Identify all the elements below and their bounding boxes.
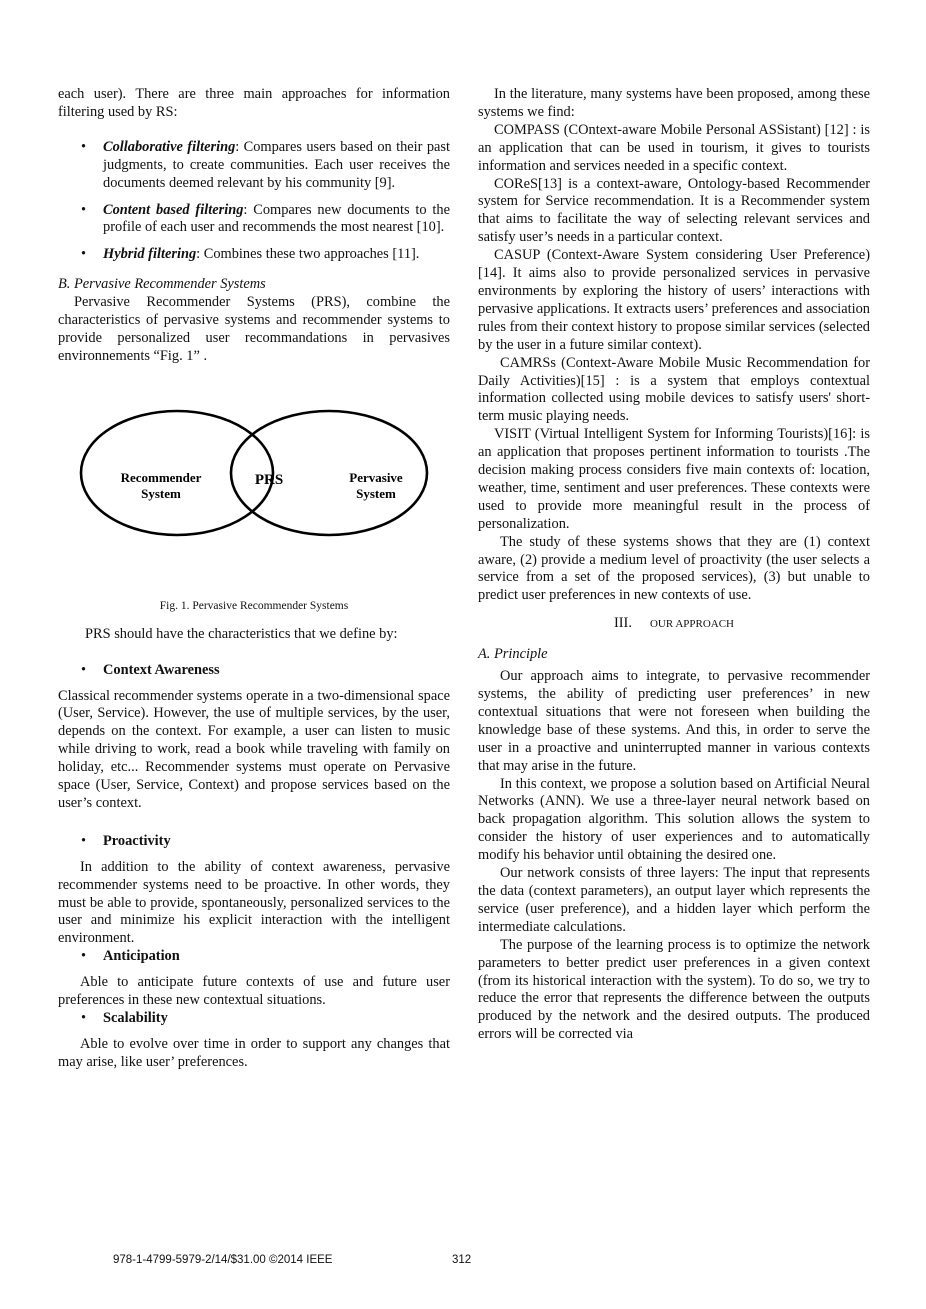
- bullet-term: Hybrid filtering: [103, 246, 197, 263]
- footer-page-number: 312: [452, 1254, 472, 1266]
- literature-paragraph: In the literature, many systems have been proposed, among these systems we find:: [478, 86, 870, 120]
- section-b-heading: B. Pervasive Recommender Systems: [58, 276, 266, 293]
- camrss-paragraph: CAMRSs (Context-Aware Mobile Music Recommendation for Daily Activities)[15] : is a system that employs contextual information collected using mobile devices to satisfy users' short-term music playing needs.: [478, 354, 870, 425]
- bullet-term: Content based filtering: [103, 201, 244, 218]
- label-prs: PRS: [254, 471, 284, 488]
- left-column: [58, 86, 450, 1072]
- bullet-hybrid: • Hybrid filtering: Combines these two approaches [11].: [81, 246, 420, 263]
- intro-paragraph: each user). There are three main approaches for information filtering used by RS:: [58, 86, 450, 120]
- anticipation-text: Able to anticipate future contexts of use and future user preferences in these new contextual situations.: [58, 974, 450, 1009]
- principle-p3: Our network consists of three layers: The input that represents the data (context parameters), an output layer which represents the service (user preference), and a hidden layer which perform the intermediate calculations.: [478, 865, 870, 935]
- section-a-heading: A. Principle: [478, 646, 548, 663]
- figure-caption: Fig. 1. Pervasive Recommender Systems: [159, 599, 349, 612]
- visit-paragraph: VISIT (Virtual Intelligent System for Informing Tourists)[16]: is an application that proposes pertinent information to tourists .The decision making process considers five main contexts of: location, weather, time, sentiment and user preferences. These contexts were used to provide more meaningful result in the process of personalization.: [478, 426, 870, 532]
- proactivity-text: In addition to the ability of context awareness, pervasive recommender systems need to be proactive. In other words, they must be able to provide, spontaneously, personalized services to the user and minimize his explicit interaction with the intelligent environment.: [58, 858, 450, 947]
- scalability-text: Able to evolve over time in order to support any changes that may arise, like user’ preferences.: [58, 1035, 450, 1070]
- head-proactivity: • Proactivity: [81, 832, 171, 849]
- label-recommender-2: System: [141, 485, 181, 501]
- venn-diagram: [58, 374, 450, 598]
- label-recommender-1: Recommender: [120, 469, 202, 485]
- study-paragraph: The study of these systems shows that they are (1) context aware, (2) provide a medium level of proactivity (the user selects a service from a set of the proposed services), (3) but unable to predict user preferences in new contexts of use.: [478, 533, 870, 604]
- label-pervasive-2: System: [356, 485, 396, 501]
- context-awareness-text: Classical recommender systems operate in a two-dimensional space (User, Service). However, the use of multiple services, by the user, depends on the context. For example, a user can listen to music while driving to work, read a book while traveling with family on holiday, etc... Recommender systems must operate on Pervasive space (User, Service, Context) and propose services based on the user’s context.: [58, 687, 450, 811]
- footer-isbn: 978-1-4799-5979-2/14/$31.00 ©2014 IEEE: [113, 1254, 333, 1266]
- bullet-content-based: • Content based filtering: Compares new documents to the profile of each user and recommends the most nearest [10].: [81, 201, 450, 236]
- head-scalability: • Scalability: [81, 1010, 168, 1026]
- head-anticipation: • Anticipation: [81, 948, 180, 965]
- principle-p4: The purpose of the learning process is to optimize the network parameters to better predict user preferences in a given context (from its historical interaction with the system). To do so, we try to reduce the error that represents the difference between the outputs produced by the network and the desired outputs. The produced errors will be corrected via: [478, 936, 870, 1043]
- figure-venn: [58, 374, 450, 598]
- label-pervasive-1: Pervasive: [349, 469, 403, 485]
- compass-paragraph: COMPASS (COntext-aware Mobile Personal ASSistant) [12] : is an application that can be used in tourism, it gives to tourists information and services needed in a specific context.: [478, 121, 870, 174]
- principle-p2: In this context, we propose a solution based on Artificial Neural Networks (ANN). We use a three-layer neural network based on back propagation algorithm. This solution allows the system to consider the history of user experiences and to automatically modify his behavior until obtaining the desired one.: [478, 775, 870, 864]
- prs-characteristics: PRS should have the characteristics that we define by:: [85, 625, 398, 642]
- cores-paragraph: COReS[13] is a context-aware, Ontology-based Recommender system for Service recommendation. It is a Recommender system that aims to facilitate the way of selecting relevant services and satisfy user’s needs in a particular context.: [478, 175, 870, 246]
- head-context-awareness: • Context Awareness: [81, 661, 220, 678]
- bullet-collaborative: • Collaborative filtering: Compares users based on their past judgments, to create communities. Each user receives the documents deemed relevant by his community [9].: [81, 138, 450, 191]
- casup-paragraph: CASUP (Context-Aware System considering User Preference)[14]. It aims also to provide personalized services in pervasive environments by exploring the history of users’ interactions with pervasive applications. It extracts users’ preferences and association rules from their context history to propose similar services (selected by the user in a future similar context).: [478, 247, 870, 353]
- prs-paragraph: Pervasive Recommender Systems (PRS), combine the characteristics of pervasive systems and recommender systems to provide personalized user recommandations in pervasives environnements “Fig. 1” .: [58, 294, 450, 364]
- right-column: [478, 86, 870, 1044]
- principle-p1: Our approach aims to integrate, to pervasive recommender systems, the ability of predicting user preferences’ in new contextual situations that were not foreseen when building the knowledge base of these systems. And this, in order to serve the user in a proactive and uninterrupted manner in various contexts that may arise in the future.: [478, 668, 870, 774]
- section-heading-iii: III. OUR APPROACH: [613, 615, 735, 632]
- bullet-term: Collaborative filtering: [103, 138, 236, 155]
